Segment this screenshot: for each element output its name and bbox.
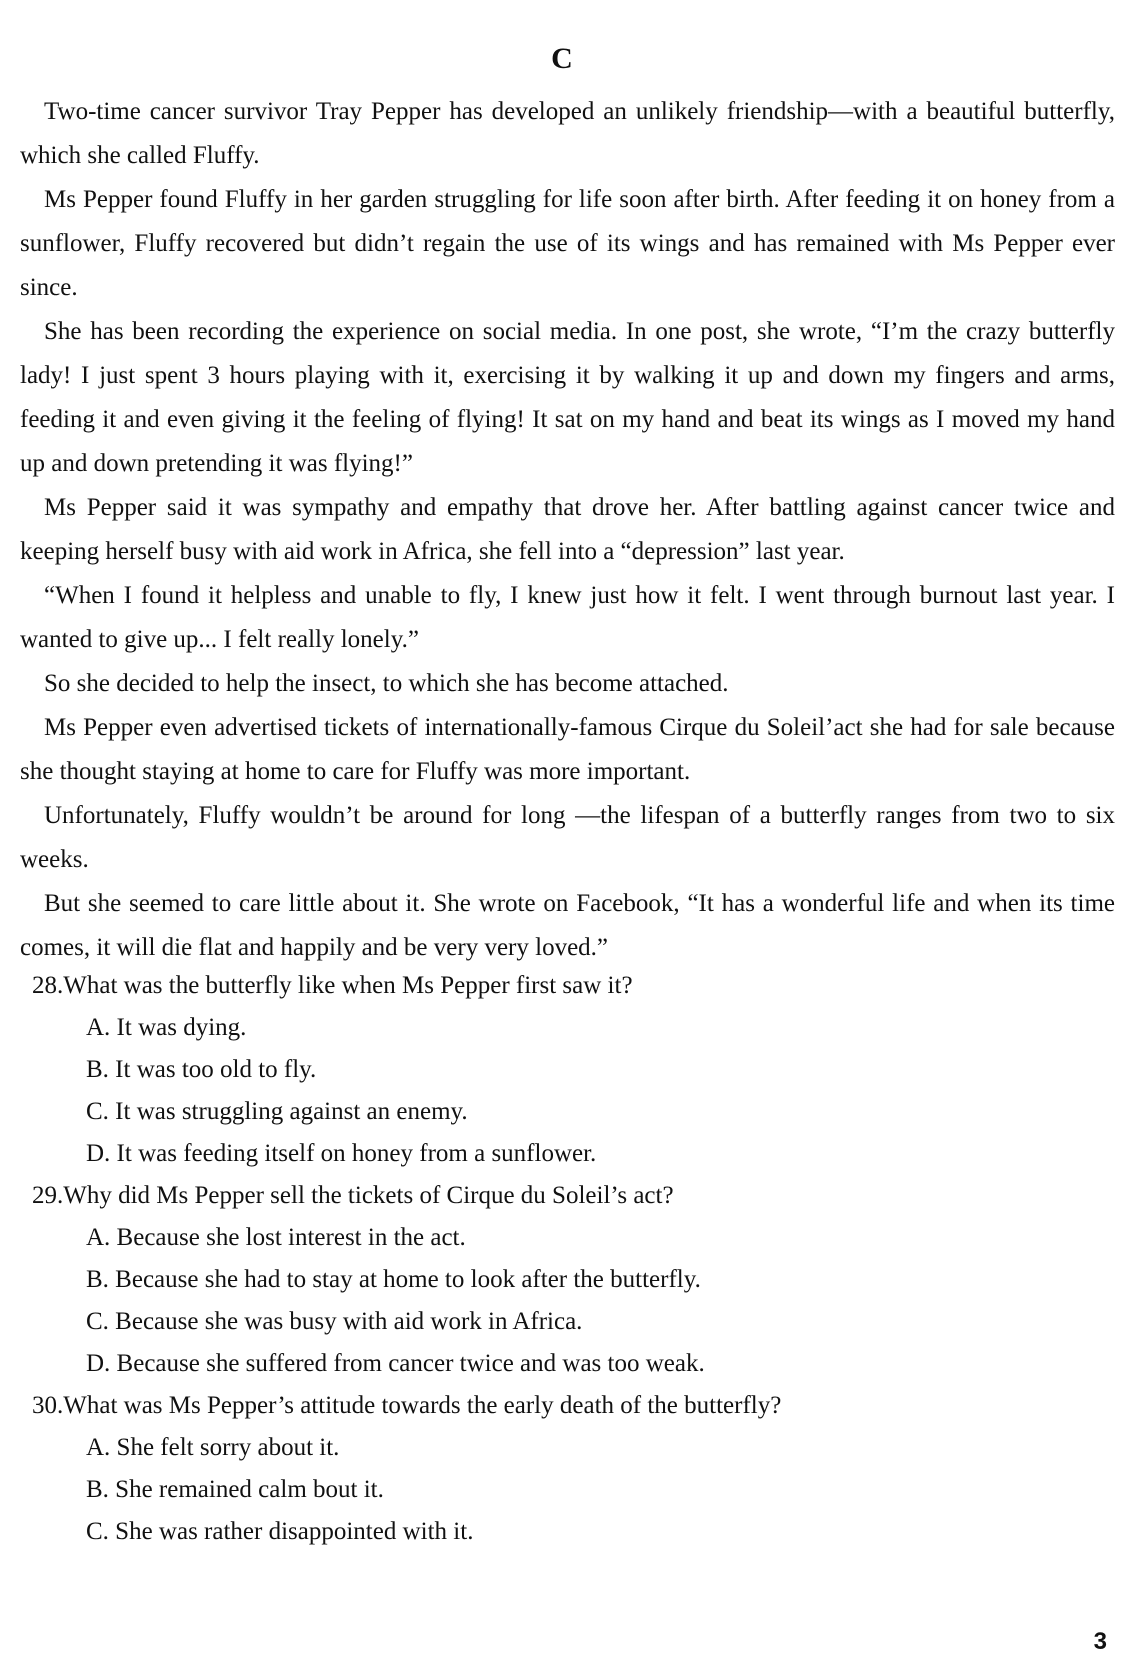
passage-paragraph: “When I found it helpless and unable to fly, I knew just how it felt. I went through burnout last year. I wanted to give up... I felt really lonely.”: [20, 582, 1115, 653]
passage-paragraph: Ms Pepper said it was sympathy and empathy that drove her. After battling against cancer twice and keeping herself busy with aid work in Africa, she fell into a “depression” last year.: [20, 494, 1115, 565]
option-a: A. It was dying.: [86, 1014, 247, 1041]
page-number: 3: [1093, 1628, 1107, 1655]
question-list: [32, 965, 1112, 1553]
question-28: [32, 965, 1112, 1175]
option-c: C. Because she was busy with aid work in Africa.: [86, 1308, 583, 1335]
option-c: C. It was struggling against an enemy.: [86, 1098, 468, 1125]
question-stem: 29.Why did Ms Pepper sell the tickets of Cirque du Soleil’s act?: [32, 1182, 674, 1209]
passage-paragraph: Two-time cancer survivor Tray Pepper has developed an unlikely friendship—with a beautiful butterfly, which she called Fluffy.: [20, 98, 1115, 169]
question-stem: 30.What was Ms Pepper’s attitude towards the early death of the butterfly?: [32, 1392, 782, 1419]
option-b: B. Because she had to stay at home to look after the butterfly.: [86, 1266, 701, 1293]
question-30: [32, 1385, 1112, 1553]
question-29: [32, 1175, 1112, 1385]
passage-paragraph: So she decided to help the insect, to which she has become attached.: [44, 670, 729, 697]
passage-paragraph: She has been recording the experience on social media. In one post, she wrote, “I’m the crazy butterfly lady! I just spent 3 hours playing with it, exercising it by walking it up and down my fingers and arms, feeding it and even giving it the feeling of flying! It sat on my hand and beat its wings as I moved my hand up and down pretending it was flying!”: [20, 318, 1115, 477]
passage-paragraph: Ms Pepper found Fluffy in her garden struggling for life soon after birth. After feeding it on honey from a sunflower, Fluffy recovered but didn’t regain the use of its wings and has remained with Ms Pepper ever since.: [20, 186, 1115, 301]
section-title: C: [551, 42, 574, 75]
reading-passage: [20, 90, 1115, 970]
question-stem: 28.What was the butterfly like when Ms Pepper first saw it?: [32, 972, 633, 999]
passage-paragraph: Unfortunately, Fluffy wouldn’t be around for long —the lifespan of a butterfly ranges from two to six weeks.: [20, 802, 1115, 873]
option-c: C. She was rather disappointed with it.: [86, 1518, 474, 1545]
option-d: D. It was feeding itself on honey from a sunflower.: [86, 1140, 597, 1167]
option-b: B. It was too old to fly.: [86, 1056, 317, 1083]
passage-paragraph: Ms Pepper even advertised tickets of internationally-famous Cirque du Soleil’act she had for sale because she thought staying at home to care for Fluffy was more important.: [20, 714, 1115, 785]
option-d: D. Because she suffered from cancer twice and was too weak.: [86, 1350, 705, 1377]
passage-paragraph: But she seemed to care little about it. She wrote on Facebook, “It has a wonderful life and when its time comes, it will die flat and happily and be very very loved.”: [20, 890, 1115, 961]
option-a: A. Because she lost interest in the act.: [86, 1224, 466, 1251]
option-a: A. She felt sorry about it.: [86, 1434, 340, 1461]
option-b: B. She remained calm bout it.: [86, 1476, 384, 1503]
